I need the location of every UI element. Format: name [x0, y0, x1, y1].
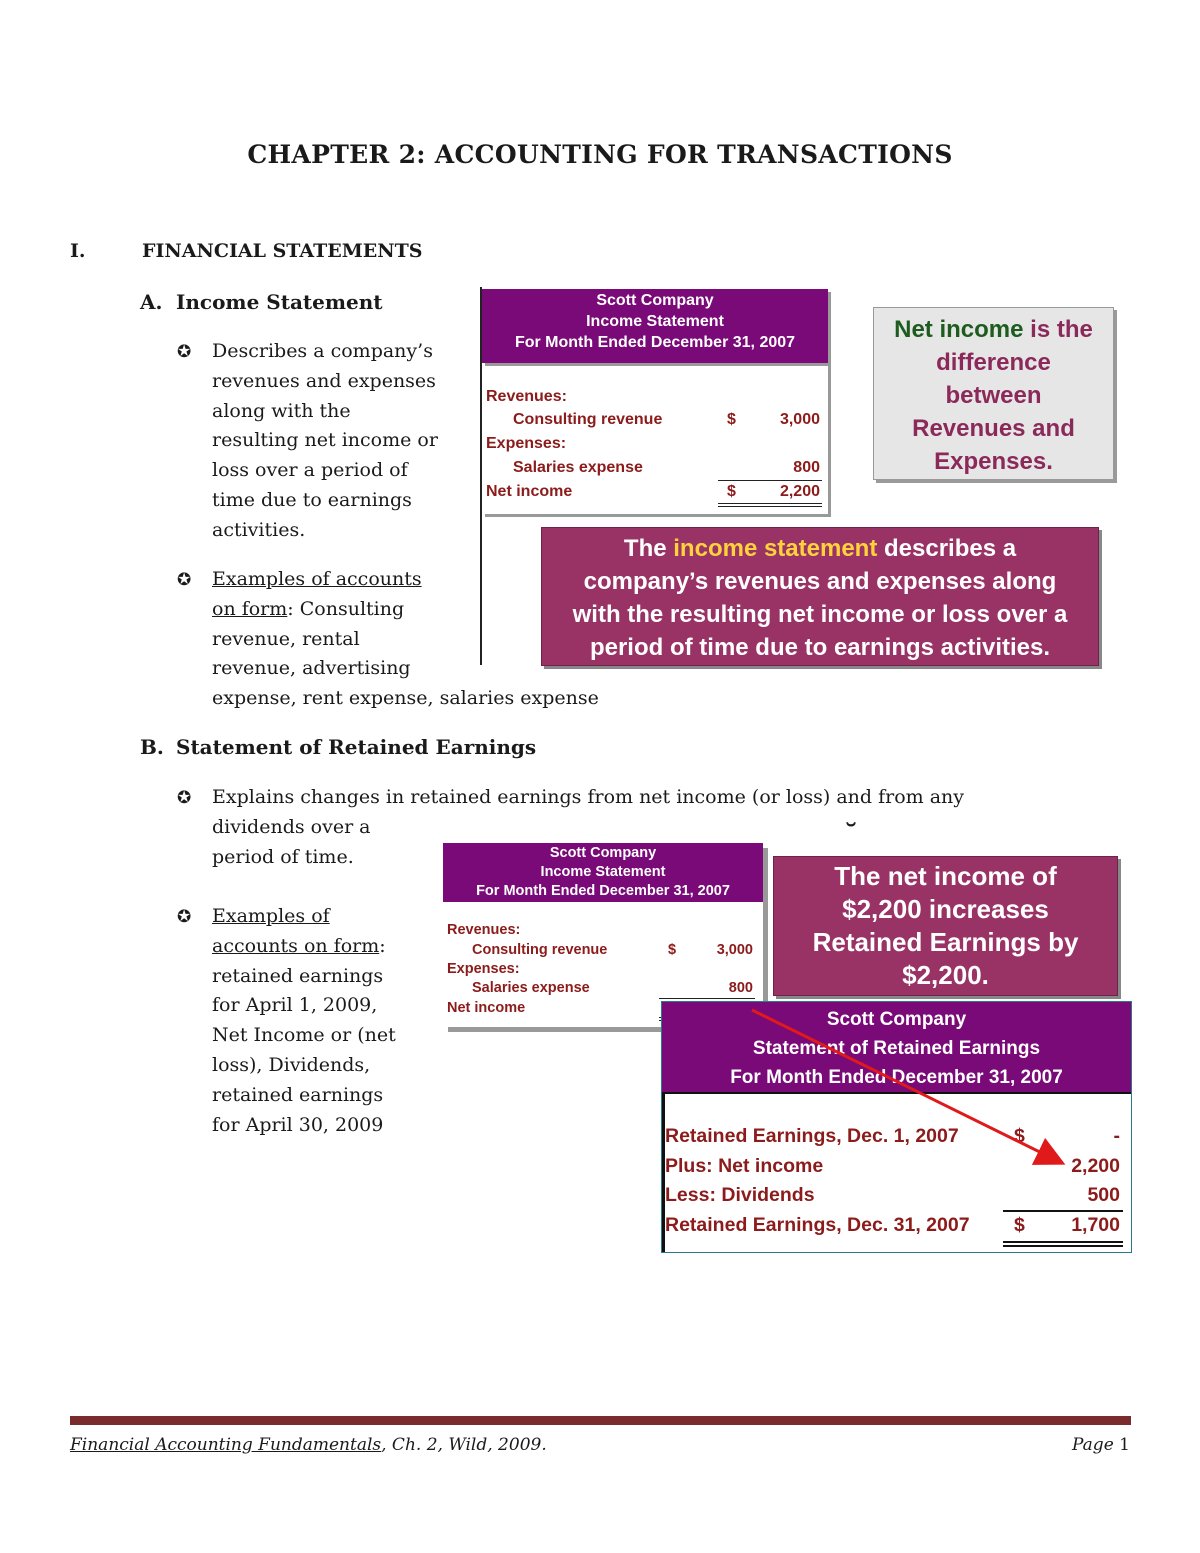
bullet-icon: ✪	[177, 342, 192, 362]
income-statement-header: Scott Company Income Statement For Month Ended December 31, 2007	[482, 289, 828, 363]
consulting-revenue-label: Consulting revenue	[513, 411, 663, 428]
small-income-statement-header: Scott Company Income Statement For Month Ended December 31, 2007	[443, 843, 763, 902]
retained-earnings-description: Explains changes in retained earnings from net income (or loss) and from any dividends over a period of time.	[212, 786, 965, 868]
net-income-label: Net income	[486, 483, 573, 500]
salaries-expense-value: 800	[793, 459, 820, 476]
retained-dec31-value: 1,700	[1071, 1214, 1120, 1236]
consulting-revenue-value: 3,000	[779, 411, 820, 428]
small-salaries-label: Salaries expense	[472, 980, 590, 996]
subsection-a-label: A.	[140, 290, 163, 314]
retained-dec31-dollar: $	[1014, 1214, 1025, 1236]
net-income-callout: Net income is the difference between Revenues and Expenses.	[873, 307, 1114, 480]
retained-earnings-examples: Examples of accounts on form: retained earnings for April 1, 2009, Net Income or (net loss), Dividends, retained earnings for April 30, 2009	[212, 905, 396, 1136]
section-number: I.	[70, 240, 86, 262]
retained-earnings-callout: The net income of $2,200 increases Retained Earnings by $2,200.	[773, 856, 1118, 996]
bullet-icon: ✪	[177, 907, 192, 927]
small-consulting-label: Consulting revenue	[472, 942, 608, 958]
income-statement-description: Describes a company’s revenues and expenses along with the resulting net income or loss over a period of time due to earnings activities.	[212, 340, 438, 541]
arrow-line	[752, 1010, 1060, 1162]
stray-mark: ˘	[844, 818, 858, 851]
income-statement-callout: The income statement describes a company’s revenues and expenses along with the resulting net income or loss over a period of time due to earnings activities.	[541, 527, 1099, 666]
footer-citation: Financial Accounting Fundamentals, Ch. 2, Wild, 2009.	[70, 1435, 547, 1455]
bullet-icon: ✪	[177, 788, 192, 808]
small-net-income-label: Net income	[447, 1000, 526, 1016]
salaries-expense-label: Salaries expense	[513, 459, 643, 476]
bullet-icon: ✪	[177, 570, 192, 590]
small-salaries-value: 800	[728, 980, 753, 996]
consulting-revenue-dollar: $	[727, 411, 736, 428]
small-consulting-value: 3,000	[716, 942, 753, 958]
net-income-dollar: $	[727, 483, 736, 500]
footer-rule	[70, 1416, 1131, 1425]
subsection-b-label: B.	[140, 735, 164, 759]
retained-dec31-label: Retained Earnings, Dec. 31, 2007	[665, 1214, 970, 1236]
retained-dec1-label: Retained Earnings, Dec. 1, 2007	[665, 1125, 959, 1147]
expenses-label: Expenses:	[486, 435, 567, 452]
retained-earnings-header: Scott Company Statement of Retained Earnings For Month Ended December 31, 2007	[662, 1002, 1131, 1092]
plus-net-income-label: Plus: Net income	[665, 1155, 824, 1177]
small-expenses-label: Expenses:	[447, 961, 520, 977]
retained-dec1-dollar: $	[1014, 1125, 1025, 1147]
small-consulting-dollar: $	[668, 942, 677, 958]
section-title: FINANCIAL STATEMENTS	[142, 240, 423, 262]
less-dividends-value: 500	[1087, 1184, 1120, 1206]
subsection-b-title: Statement of Retained Earnings	[176, 735, 537, 759]
less-dividends-label: Less: Dividends	[665, 1184, 815, 1206]
page-number: Page 1	[1072, 1435, 1130, 1455]
retained-dec1-value: -	[1113, 1125, 1120, 1147]
net-income-value: 2,200	[779, 483, 820, 500]
plus-net-income-value: 2,200	[1071, 1155, 1120, 1177]
revenues-label: Revenues:	[486, 388, 567, 405]
income-statement-examples: Examples of accounts on form: Consulting revenue, rental revenue, advertising expense, rent expense, salaries expense	[212, 568, 599, 710]
page-title: CHAPTER 2: ACCOUNTING FOR TRANSACTIONS	[247, 140, 953, 169]
subsection-a-title: Income Statement	[176, 290, 383, 314]
small-revenues-label: Revenues:	[447, 922, 521, 938]
